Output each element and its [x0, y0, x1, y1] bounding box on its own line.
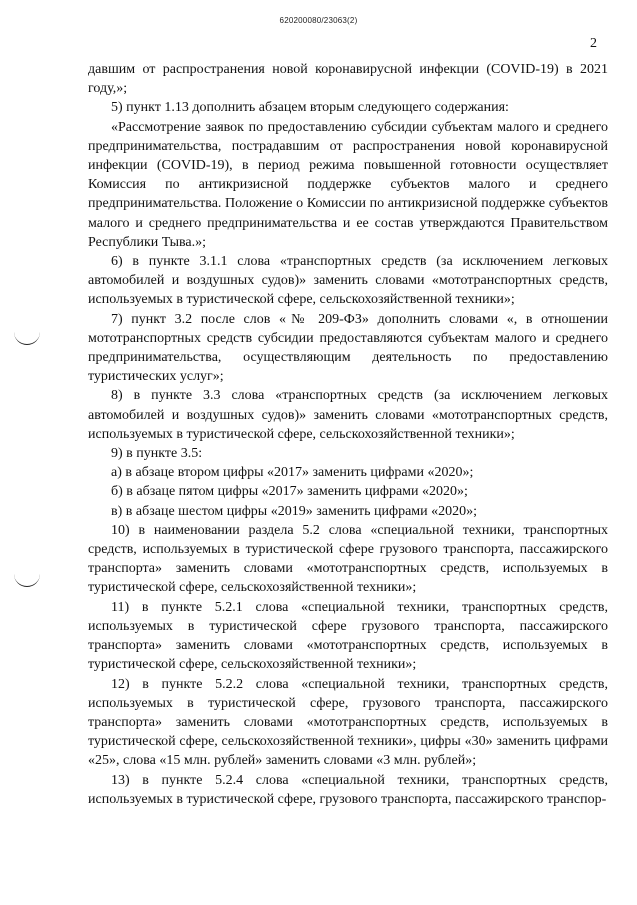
paragraph: 13) в пункте 5.2.4 слова «специальной техники, транспортных средств, используемых в туристической сфере, грузового транспорта, пассажирского транспор-: [88, 772, 608, 807]
paragraph: 7) пункт 3.2 после слов «№ 209-ФЗ» дополнить словами «, в отношении мототранспортных средств субсидии предоставляются субъектам малого и среднего предпринимательства, осуществляющим деятельность по предоставлению туристических услуг»;: [88, 311, 608, 385]
margin-mark: [14, 572, 40, 587]
paragraph: «Рассмотрение заявок по предоставлению субсидии субъектам малого и среднего предпринимательства, пострадавшим от распространения новой коронавирусной инфекции (COVID-19), в период режима повышенной готовности осуществляет Комиссия по антикризисной поддержке субъектов малого и среднего предпринимательства. Положение о Комиссии по антикризисной поддержке субъектов малого и среднего предпринимательства и ее состав утверждаются Правительством Республики Тыва.»;: [88, 119, 608, 250]
paragraph: давшим от распространения новой коронавирусной инфекции (COVID-19) в 2021 году,»;: [88, 62, 608, 97]
paragraph: 6) в пункте 3.1.1 слова «транспортных средств (за исключением легковых автомобилей и воздушных судов)» заменить словами «мототранспортных средств, используемых в туристической сфере, сельскохозяйственной техники»;: [88, 254, 608, 308]
page-number: 2: [590, 36, 597, 51]
margin-mark: [14, 330, 40, 345]
paragraph: 8) в пункте 3.3 слова «транспортных средств (за исключением легковых автомобилей и воздушных судов)» заменить словами «мототранспортных средств, используемых в туристической сфере, сельскохозяйственной техники»;: [88, 388, 608, 442]
paragraph: 12) в пункте 5.2.2 слова «специальной техники, транспортных средств, используемых в туристической сфере, грузового транспорта, пассажирского транспорта» заменить словами «мототранспортных средств, используемых в туристической сфере, сельскохозяйственной техники», цифры «30» заменить цифрами «25», слова «15 млн. рублей» заменить словами «3 млн. рублей»;: [88, 676, 608, 769]
document-body: [88, 60, 608, 809]
paragraph: 11) в пункте 5.2.1 слова «специальной техники, транспортных средств, используемых в туристической сфере грузового транспорта, пассажирского транспорта» заменить словами «мототранспортных средств, используемых в туристической сфере, сельскохозяйственной техники»;: [88, 599, 608, 673]
paragraph: 9) в пункте 3.5:: [111, 446, 203, 462]
paragraph: 5) пункт 1.13 дополнить абзацем вторым следующего содержания:: [111, 100, 509, 116]
paragraph: а) в абзаце втором цифры «2017» заменить цифрами «2020»;: [111, 465, 474, 481]
paragraph: 10) в наименовании раздела 5.2 слова «специальной техники, транспортных средств, используемых в туристической сфере грузового транспорта, пассажирского транспорта» заменить словами «мототранспортных средств, используемых в туристической сфере, сельскохозяйственной техники»;: [88, 522, 608, 596]
paragraph: в) в абзаце шестом цифры «2019» заменить цифрами «2020»;: [111, 503, 478, 519]
paragraph: б) в абзаце пятом цифры «2017» заменить цифрами «2020»;: [111, 484, 468, 500]
document-id: 620200080/23063(2): [279, 16, 358, 25]
